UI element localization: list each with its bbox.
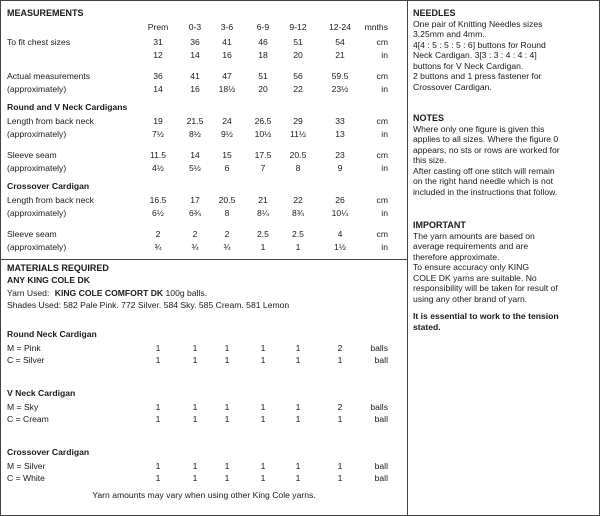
size-value-cell: 1 (260, 242, 266, 252)
size-value-cell: 4½ (152, 163, 164, 173)
size-value-cell: 9½ (221, 129, 233, 139)
yarn-colour-label: C = Silver (7, 355, 45, 365)
size-value-cell: 11½ (289, 129, 307, 139)
size-value-cell: 5½ (189, 163, 201, 173)
size-value-cell: 36 (153, 71, 163, 81)
size-value-cell: 1 (192, 461, 198, 471)
notes-title: NOTES (413, 113, 445, 123)
size-value-cell: 1 (295, 414, 301, 424)
shades-used-line: Shades Used: 582 Pale Pink. 772 Silver. 584 Sky. 585 Cream. 581 Lemon (7, 300, 290, 310)
yarn-colour-label: M = Silver (7, 461, 46, 471)
unit-cell: cm (376, 37, 388, 47)
size-value-cell: 1 (192, 355, 198, 365)
materials-section (1, 260, 407, 515)
unit-cell: in (381, 242, 388, 252)
unit-cell: in (381, 208, 388, 218)
size-value-cell: 2 (155, 229, 161, 239)
size-value-cell: 1 (295, 461, 301, 471)
unit-cell: in (381, 50, 388, 60)
size-value-cell: 8¼ (257, 208, 269, 218)
text-line: One pair of Knitting Needles sizes (413, 18, 543, 29)
size-value-cell: 1 (260, 355, 266, 365)
important-text (413, 231, 595, 305)
size-value-cell: 51 (293, 37, 303, 47)
size-header: 0-3 (188, 22, 202, 32)
text-line: using any other brand of yarn. (413, 293, 528, 304)
size-value-cell: 47 (222, 71, 232, 81)
size-value-cell: 17 (190, 195, 200, 205)
size-value-cell: 12 (153, 50, 163, 60)
size-value-cell: 6½ (152, 208, 164, 218)
size-value-cell: 21 (335, 50, 345, 60)
text-line: therefore approximate. (413, 251, 500, 262)
size-value-cell: 1 (295, 355, 301, 365)
size-value-cell: 46 (258, 37, 268, 47)
size-value-cell: ¾ (154, 242, 162, 252)
size-header: 9-12 (289, 22, 307, 32)
size-value-cell: 1 (224, 473, 230, 483)
notes-text (413, 124, 595, 198)
size-value-cell: 1 (260, 461, 266, 471)
measurement-label: Actual measurements (7, 71, 91, 81)
unit-cell: in (381, 129, 388, 139)
yarn-colour-label: M = Sky (7, 402, 39, 412)
size-value-cell: 56 (293, 71, 303, 81)
unit-cell: cm (376, 195, 388, 205)
text-line: Where only one figure is given this (413, 123, 545, 134)
size-value-cell: 6¾ (189, 208, 201, 218)
size-value-cell: 17.5 (254, 150, 272, 160)
column-divider (407, 1, 408, 515)
text-line: on the right hand needle which is not (413, 176, 553, 186)
size-value-cell: 1 (260, 402, 266, 412)
size-value-cell: 1 (192, 402, 198, 412)
text-line: Crossover Cardigan. (413, 81, 492, 92)
size-value-cell: 4 (337, 229, 343, 239)
unit-cell: ball (374, 414, 388, 424)
size-value-cell: 22 (293, 195, 303, 205)
unit-cell: ball (374, 355, 388, 365)
measurement-label: (approximately) (7, 84, 67, 94)
yarn-group-heading: V Neck Cardigan (7, 388, 76, 398)
text-line: this size. (413, 155, 447, 165)
size-value-cell: 31 (153, 37, 163, 47)
size-value-cell: 1 (224, 402, 230, 412)
text-line: stated. (413, 321, 441, 332)
size-value-cell: 29 (293, 116, 303, 126)
size-value-cell: 23 (335, 150, 345, 160)
size-value-cell: 2.5 (257, 229, 269, 239)
size-value-cell: 2 (337, 343, 343, 353)
size-value-cell: 20.5 (289, 150, 307, 160)
size-value-cell: 8½ (189, 129, 201, 139)
unit-cell: ball (374, 473, 388, 483)
size-value-cell: 41 (222, 37, 232, 47)
size-value-cell: 1 (337, 461, 343, 471)
size-value-cell: 1 (337, 355, 343, 365)
size-value-cell: 1 (155, 402, 161, 412)
needles-section (413, 8, 595, 92)
size-value-cell: 2.5 (292, 229, 304, 239)
materials-title: MATERIALS REQUIRED (7, 263, 109, 273)
size-value-cell: 1 (224, 343, 230, 353)
size-value-cell: 1 (337, 473, 343, 483)
months-header: mnths (364, 22, 388, 32)
size-value-cell: 1 (337, 414, 343, 424)
text-line: To ensure accuracy only KING (413, 262, 530, 272)
size-value-cell: 51 (258, 71, 268, 81)
unit-cell: in (381, 163, 388, 173)
size-value-cell: 2 (337, 402, 343, 412)
measurements-title: MEASUREMENTS (7, 8, 84, 18)
measurement-label: Length from back neck (7, 116, 94, 126)
size-value-cell: 6 (224, 163, 230, 173)
text-line: average requirements and are (413, 241, 529, 251)
size-value-cell: 1 (295, 402, 301, 412)
size-value-cell: 24 (222, 116, 232, 126)
size-value-cell: 8 (224, 208, 230, 218)
size-value-cell: 1 (155, 414, 161, 424)
size-value-cell: 1 (295, 343, 301, 353)
measurement-label: (approximately) (7, 242, 67, 252)
size-value-cell: 20 (258, 84, 268, 94)
measurement-label: (approximately) (7, 208, 67, 218)
size-value-cell: 15 (222, 150, 232, 160)
measurement-label: Sleeve seam (7, 150, 57, 160)
size-value-cell: 16 (190, 84, 200, 94)
size-value-cell: 16 (222, 50, 232, 60)
yarn-colour-label: C = Cream (7, 414, 49, 424)
text-line: 4[4 : 5 : 5 : 5 : 6] buttons for Round (413, 39, 546, 50)
size-value-cell: 1 (192, 473, 198, 483)
size-value-cell: 59.5 (331, 71, 349, 81)
size-value-cell: 19 (153, 116, 163, 126)
text-line: 2 buttons and 1 press fastener for (413, 71, 542, 81)
important-section (413, 220, 595, 332)
size-value-cell: ¾ (191, 242, 199, 252)
yarn-name: KING COLE COMFORT DK (54, 288, 164, 298)
unit-cell: balls (370, 402, 388, 412)
yarn-used-prefix: Yarn Used: (7, 288, 50, 298)
size-value-cell: 1 (260, 414, 266, 424)
size-header: 6-9 (256, 22, 270, 32)
size-value-cell: 1 (155, 461, 161, 471)
size-value-cell: 26.5 (254, 116, 272, 126)
size-value-cell: 14 (190, 150, 200, 160)
size-header: 3-6 (220, 22, 234, 32)
size-value-cell: 26 (335, 195, 345, 205)
materials-subtitle: ANY KING COLE DK (7, 275, 90, 285)
size-value-cell: 1 (224, 355, 230, 365)
size-header: 12-24 (329, 22, 351, 32)
size-value-cell: 2 (192, 229, 198, 239)
yarn-group-heading: Round Neck Cardigan (7, 329, 97, 339)
size-value-cell: 7½ (152, 129, 164, 139)
size-value-cell: 1 (192, 343, 198, 353)
size-value-cell: 1 (224, 461, 230, 471)
size-value-cell: 20.5 (218, 195, 236, 205)
text-line: It is essential to work to the tension (413, 311, 559, 321)
notes-section (413, 113, 595, 197)
yarn-used-line (7, 288, 207, 298)
garment-heading: Round and V Neck Cardigans (7, 102, 128, 112)
text-line: The yarn amounts are based on (413, 230, 535, 241)
important-title: IMPORTANT (413, 220, 466, 230)
size-value-cell: 1 (155, 473, 161, 483)
text-line: COLE DK yarns are suitable. No (413, 272, 537, 283)
text-line: appears, no sts or rows are worked for (413, 144, 560, 155)
size-value-cell: 1 (260, 473, 266, 483)
size-value-cell: 9 (337, 163, 343, 173)
size-value-cell: 21 (258, 195, 268, 205)
measurement-label: (approximately) (7, 129, 67, 139)
size-value-cell: 23½ (331, 84, 349, 94)
text-line: 3.25mm and 4mm. (413, 29, 485, 39)
size-value-cell: 14 (190, 50, 200, 60)
size-value-cell: 22 (293, 84, 303, 94)
size-value-cell: 14 (153, 84, 163, 94)
materials-footer: Yarn amounts may vary when using other King Cole yarns. (92, 490, 316, 500)
size-value-cell: 1 (260, 343, 266, 353)
size-value-cell: 21.5 (186, 116, 204, 126)
size-value-cell: 1 (295, 242, 301, 252)
garment-heading: Crossover Cardigan (7, 181, 90, 191)
yarn-group-heading: Crossover Cardigan (7, 447, 90, 457)
measurement-label: (approximately) (7, 163, 67, 173)
measurement-label: Sleeve seam (7, 229, 57, 239)
size-value-cell: 8 (295, 163, 301, 173)
size-value-cell: 18 (258, 50, 268, 60)
measurement-label: Length from back neck (7, 195, 94, 205)
unit-cell: cm (376, 229, 388, 239)
size-value-cell: ¾ (223, 242, 231, 252)
measurement-label: To fit chest sizes (7, 37, 71, 47)
unit-cell: ball (374, 461, 388, 471)
text-line: buttons for V Neck Cardigan. (413, 60, 524, 71)
measurements-section (1, 1, 407, 259)
text-line: After casting off one stitch will remain (413, 165, 555, 176)
size-value-cell: 1 (155, 355, 161, 365)
size-value-cell: 16.5 (149, 195, 167, 205)
size-value-cell: 36 (190, 37, 200, 47)
unit-cell: cm (376, 116, 388, 126)
size-value-cell: 2 (224, 229, 230, 239)
yarn-colour-label: C = White (7, 473, 45, 483)
tension-warning (413, 311, 595, 332)
size-value-cell: 13 (335, 129, 345, 139)
size-value-cell: 1 (224, 414, 230, 424)
size-value-cell: 7 (260, 163, 266, 173)
size-value-cell: 10½ (254, 129, 272, 139)
unit-cell: cm (376, 71, 388, 81)
yarn-used-suffix: 100g balls. (165, 288, 208, 298)
yarn-colour-label: M = Pink (7, 343, 41, 353)
size-value-cell: 1 (192, 414, 198, 424)
unit-cell: balls (370, 343, 388, 353)
size-value-cell: 1 (295, 473, 301, 483)
size-value-cell: 11.5 (149, 150, 167, 160)
text-line: included in the instructions that follow. (413, 186, 558, 197)
size-value-cell: 20 (293, 50, 303, 60)
size-value-cell: 8¾ (292, 208, 304, 218)
needles-title: NEEDLES (413, 8, 456, 18)
size-value-cell: 1½ (334, 242, 346, 252)
size-value-cell: 10¼ (331, 208, 349, 218)
unit-cell: in (381, 84, 388, 94)
size-value-cell: 54 (335, 37, 345, 47)
size-value-cell: 1 (155, 343, 161, 353)
size-value-cell: 18½ (218, 84, 236, 94)
size-header: Prem (147, 22, 169, 32)
unit-cell: cm (376, 150, 388, 160)
text-line: Neck Cardigan. 3[3 : 3 : 4 : 4 : 4] (413, 50, 537, 60)
size-value-cell: 41 (190, 71, 200, 81)
size-value-cell: 33 (335, 116, 345, 126)
needles-text (413, 19, 595, 93)
text-line: responsibility will be taken for result of (413, 283, 558, 293)
text-line: applies to all sizes. Where the figure 0 (413, 134, 559, 144)
